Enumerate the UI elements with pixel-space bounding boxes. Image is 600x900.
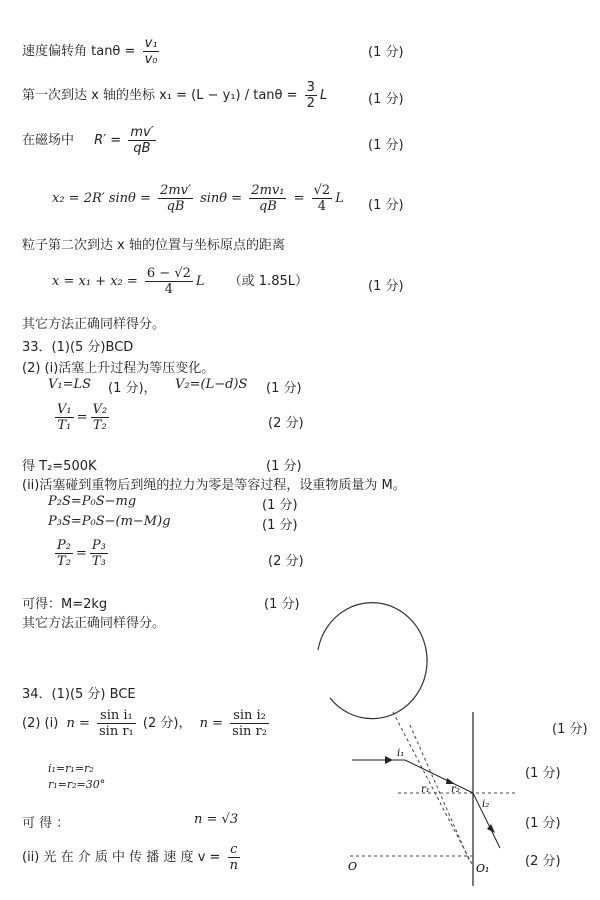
score: (1 分) [525,816,561,831]
score: (1 分) [264,597,300,612]
score: (1 分) [262,518,298,533]
score: (1 分) [368,45,404,60]
score: (1 分) [262,498,298,513]
q34-eq2: r₁=r₂=30° [48,778,106,791]
line-magnetic-radius: 在磁场中 R′ = $\frac{mv'}{qB}$ [22,125,154,156]
score: (2 分) [268,416,304,431]
line-tan-theta: 速度偏转角 tanθ = $\frac{\text{v₁}}{\text{v₀}}$ [22,36,158,67]
line-distance-text: 粒子第二次到达 x 轴的位置与坐标原点的距离 [22,238,285,253]
label-r2: r₂ [451,784,460,795]
score: (1 分)， [108,381,157,396]
label-O1: O₁ [476,862,490,875]
refracted-ray [405,760,473,793]
q34-n-equations: (2) (i) n = $\frac{\text{sin i₁}}{\text{sin r₁}}$ (2 分)， n = $\frac{\text{sin i₂}}{\text{sin r₂}}$ [22,708,267,739]
score: (1 分) [368,138,404,153]
arrow-head [487,824,495,833]
q33-v2: V₂=(L−d)S [175,377,248,392]
score: (1 分) [368,92,404,107]
q33-p3: P₃S=P₀S−(m−M)g [48,514,171,529]
score: (1 分) [368,198,404,213]
q34-speed: (ii) 光 在 介 质 中 传 播 速 度 v = $\frac{c}{n}$ [22,842,238,873]
q33-part-i: (2) (i)活塞上升过程为等压变化。 [22,361,215,376]
label-i1: i₁ [397,748,405,759]
score: (1 分) [525,766,561,781]
line-other-methods: 其它方法正确同样得分。 [22,317,166,332]
q33-vt-equation: $\frac{\text{V₁}}{\text{T₁}}$ = $\frac{\text{V₂}}{\text{T₂}}$ [57,402,108,433]
q34-n-value: n = √3 [194,812,239,827]
q34-heading: 34．(1)(5 分) BCE [22,687,136,702]
q33-p2: P₂S=P₀S−mg [48,494,137,509]
label-i2: i₂ [482,799,490,810]
line-x-total: x = x₁ + x₂ = $\frac{6 - √2}{4}$ L （或 1.85L） [52,266,308,297]
line-x2: x₂ = 2R′ sinθ = $\frac{2mv'}{qB}$ sinθ = $\frac{\text{2mv₁}}{qB}$ = $\frac{√2}{4}$ L [52,183,344,214]
q33-t2: 得 T₂=500K [22,459,97,474]
label-r1: r₁ [421,784,430,795]
q33-pt-equation: $\frac{\text{P₂}}{\text{T₂}}$ = $\frac{\text{P₃}}{\text{T₃}}$ [57,538,106,569]
score: (1 分) [266,381,302,396]
label-O: O [348,860,358,873]
q33-mass: 可得：M=2kg [22,597,108,612]
line-x1: 第一次到达 x 轴的坐标 x₁ = (L − y₁) / tanθ = $\frac{3}{2}$ L [22,80,328,111]
arc-sketch [318,603,427,719]
score: (2 分) [525,854,561,869]
q33-other-methods: 其它方法正确同样得分。 [22,616,166,631]
arrow-head [385,756,393,764]
q34-result-label: 可 得 ： [22,816,70,831]
q34-eq1: i₁=r₁=r₂ [48,762,94,775]
q33-heading: 33．(1)(5 分)BCD [22,340,134,355]
score: (1 分) [368,279,404,294]
score: (2 分) [268,554,304,569]
q33-v1: V₁=LS [48,377,92,392]
fraction-v1-v0: $\frac{\text{v₁}}{\text{v₀}}$ [144,36,158,67]
score: (1 分) [266,459,302,474]
dashed-normal-a [393,712,473,866]
score: (1 分) [552,722,588,737]
q33-part-ii: (ii)活塞碰到重物后到绳的拉力为零是等容过程，设重物质量为 M。 [22,478,406,493]
